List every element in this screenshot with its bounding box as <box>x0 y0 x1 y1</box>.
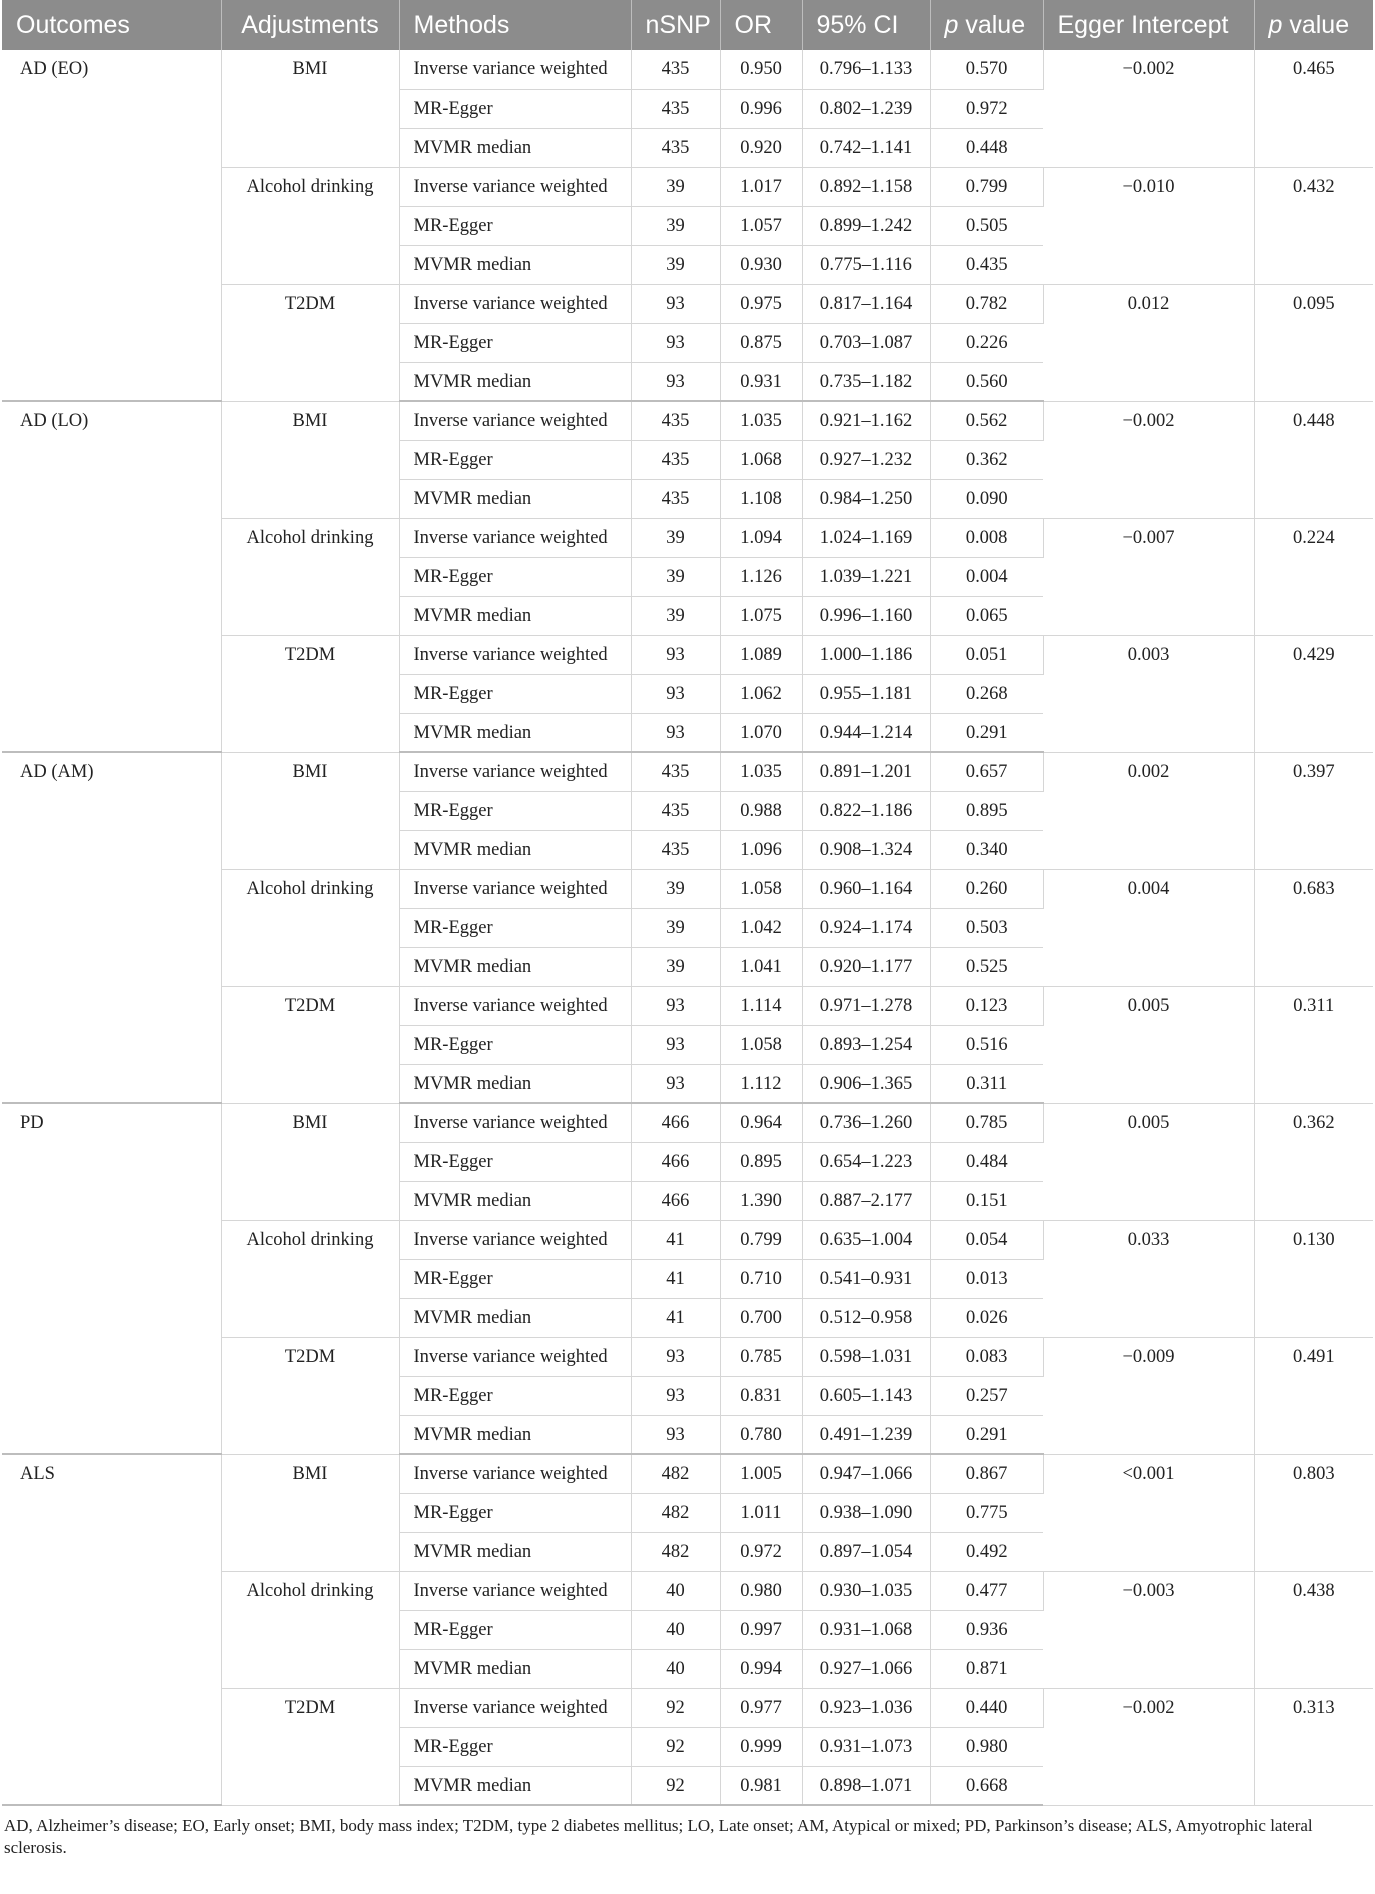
table-row <box>2 1454 1373 1493</box>
ci-cell: 0.512–0.958 <box>802 1298 930 1337</box>
ci-cell: 0.491–1.239 <box>802 1415 930 1454</box>
method-cell: MR-Egger <box>399 557 631 596</box>
ci-cell: 0.822–1.186 <box>802 791 930 830</box>
egger-intercept-cell: 0.005 <box>1043 1103 1254 1220</box>
method-cell: Inverse variance weighted <box>399 518 631 557</box>
p-value-cell: 0.503 <box>930 908 1043 947</box>
method-cell: Inverse variance weighted <box>399 50 631 89</box>
ci-cell: 0.654–1.223 <box>802 1142 930 1181</box>
ci-cell: 0.891–1.201 <box>802 752 930 791</box>
or-cell: 1.390 <box>720 1181 802 1220</box>
or-cell: 0.785 <box>720 1337 802 1376</box>
or-cell: 0.997 <box>720 1610 802 1649</box>
nsnp-cell: 93 <box>631 1025 720 1064</box>
adjustment-cell: T2DM <box>221 284 399 401</box>
or-cell: 0.964 <box>720 1103 802 1142</box>
p-value-cell: 0.291 <box>930 713 1043 752</box>
p-value-cell: 0.782 <box>930 284 1043 323</box>
or-cell: 1.094 <box>720 518 802 557</box>
nsnp-cell: 93 <box>631 284 720 323</box>
adjustment-cell: Alcohol drinking <box>221 518 399 635</box>
or-cell: 1.062 <box>720 674 802 713</box>
nsnp-cell: 41 <box>631 1220 720 1259</box>
outcome-cell: PD <box>2 1103 221 1454</box>
p-value-cell: 0.516 <box>930 1025 1043 1064</box>
p-value-cell: 0.505 <box>930 206 1043 245</box>
or-cell: 1.041 <box>720 947 802 986</box>
or-cell: 0.996 <box>720 89 802 128</box>
method-cell: Inverse variance weighted <box>399 1454 631 1493</box>
p-value-cell: 0.657 <box>930 752 1043 791</box>
ci-cell: 0.924–1.174 <box>802 908 930 947</box>
or-cell: 1.112 <box>720 1064 802 1103</box>
ci-cell: 0.923–1.036 <box>802 1688 930 1727</box>
or-cell: 0.831 <box>720 1376 802 1415</box>
or-cell: 0.780 <box>720 1415 802 1454</box>
ci-cell: 0.908–1.324 <box>802 830 930 869</box>
p-value-cell: 0.492 <box>930 1532 1043 1571</box>
ci-cell: 0.944–1.214 <box>802 713 930 752</box>
nsnp-cell: 92 <box>631 1688 720 1727</box>
table-body <box>2 50 1373 1805</box>
or-cell: 1.114 <box>720 986 802 1025</box>
p-value-cell: 0.311 <box>930 1064 1043 1103</box>
nsnp-cell: 39 <box>631 518 720 557</box>
adjustment-cell: T2DM <box>221 1337 399 1454</box>
p-value-cell: 0.867 <box>930 1454 1043 1493</box>
nsnp-cell: 435 <box>631 89 720 128</box>
or-cell: 1.075 <box>720 596 802 635</box>
or-cell: 1.070 <box>720 713 802 752</box>
or-cell: 1.042 <box>720 908 802 947</box>
nsnp-cell: 41 <box>631 1259 720 1298</box>
method-cell: MR-Egger <box>399 791 631 830</box>
method-cell: MVMR median <box>399 128 631 167</box>
or-cell: 1.057 <box>720 206 802 245</box>
ci-cell: 0.971–1.278 <box>802 986 930 1025</box>
nsnp-cell: 93 <box>631 1337 720 1376</box>
method-cell: MVMR median <box>399 947 631 986</box>
method-cell: MVMR median <box>399 1766 631 1805</box>
ci-cell: 0.927–1.066 <box>802 1649 930 1688</box>
header-nsnp: nSNP <box>631 0 720 50</box>
outcome-cell: AD (LO) <box>2 401 221 752</box>
nsnp-cell: 92 <box>631 1727 720 1766</box>
p-value-cell: 0.570 <box>930 50 1043 89</box>
egger-p-value-cell: 0.313 <box>1254 1688 1373 1805</box>
nsnp-cell: 466 <box>631 1142 720 1181</box>
method-cell: Inverse variance weighted <box>399 986 631 1025</box>
egger-p-value-cell: 0.224 <box>1254 518 1373 635</box>
or-cell: 1.089 <box>720 635 802 674</box>
adjustment-cell: T2DM <box>221 986 399 1103</box>
method-cell: MVMR median <box>399 830 631 869</box>
p-value-cell: 0.008 <box>930 518 1043 557</box>
nsnp-cell: 93 <box>631 1064 720 1103</box>
nsnp-cell: 435 <box>631 128 720 167</box>
p-value-cell: 0.051 <box>930 635 1043 674</box>
ci-cell: 0.736–1.260 <box>802 1103 930 1142</box>
ci-cell: 0.938–1.090 <box>802 1493 930 1532</box>
nsnp-cell: 39 <box>631 557 720 596</box>
nsnp-cell: 41 <box>631 1298 720 1337</box>
adjustment-cell: Alcohol drinking <box>221 1571 399 1688</box>
egger-intercept-cell: 0.005 <box>1043 986 1254 1103</box>
or-cell: 0.988 <box>720 791 802 830</box>
ci-cell: 1.039–1.221 <box>802 557 930 596</box>
nsnp-cell: 482 <box>631 1454 720 1493</box>
table-row <box>2 1103 1373 1142</box>
method-cell: MR-Egger <box>399 1727 631 1766</box>
ci-cell: 0.984–1.250 <box>802 479 930 518</box>
egger-intercept-cell: 0.004 <box>1043 869 1254 986</box>
nsnp-cell: 466 <box>631 1181 720 1220</box>
method-cell: Inverse variance weighted <box>399 1220 631 1259</box>
method-cell: MR-Egger <box>399 1025 631 1064</box>
egger-p-value-cell: 0.803 <box>1254 1454 1373 1571</box>
method-cell: MVMR median <box>399 713 631 752</box>
nsnp-cell: 39 <box>631 596 720 635</box>
or-cell: 1.017 <box>720 167 802 206</box>
egger-intercept-cell: 0.033 <box>1043 1220 1254 1337</box>
adjustment-cell: T2DM <box>221 635 399 752</box>
method-cell: Inverse variance weighted <box>399 869 631 908</box>
egger-p-value-cell: 0.491 <box>1254 1337 1373 1454</box>
ci-cell: 0.927–1.232 <box>802 440 930 479</box>
nsnp-cell: 39 <box>631 947 720 986</box>
or-cell: 1.068 <box>720 440 802 479</box>
method-cell: MR-Egger <box>399 1610 631 1649</box>
egger-p-value-cell: 0.095 <box>1254 284 1373 401</box>
method-cell: MVMR median <box>399 596 631 635</box>
or-cell: 0.981 <box>720 1766 802 1805</box>
p-value-cell: 0.340 <box>930 830 1043 869</box>
p-value-cell: 0.484 <box>930 1142 1043 1181</box>
egger-p-value-cell: 0.362 <box>1254 1103 1373 1220</box>
p-value-cell: 0.980 <box>930 1727 1043 1766</box>
egger-p-value-cell: 0.130 <box>1254 1220 1373 1337</box>
ci-cell: 0.802–1.239 <box>802 89 930 128</box>
egger-intercept-cell: −0.009 <box>1043 1337 1254 1454</box>
ci-cell: 0.817–1.164 <box>802 284 930 323</box>
ci-cell: 0.960–1.164 <box>802 869 930 908</box>
egger-p-value-cell: 0.311 <box>1254 986 1373 1103</box>
egger-intercept-cell: −0.003 <box>1043 1571 1254 1688</box>
table-footnote: AD, Alzheimer’s disease; EO, Early onset; BMI, body mass index; T2DM, type 2 diabetes mellitus; LO, Late onset; AM, Atypical or mixed; PD, Parkinson’s disease; ALS, Amyotrophic lateral sclerosis. <box>4 1816 1313 1857</box>
adjustment-cell: Alcohol drinking <box>221 869 399 986</box>
method-cell: MR-Egger <box>399 908 631 947</box>
egger-intercept-cell: −0.007 <box>1043 518 1254 635</box>
nsnp-cell: 93 <box>631 1415 720 1454</box>
method-cell: Inverse variance weighted <box>399 284 631 323</box>
nsnp-cell: 482 <box>631 1532 720 1571</box>
or-cell: 1.126 <box>720 557 802 596</box>
or-cell: 1.096 <box>720 830 802 869</box>
ci-cell: 0.735–1.182 <box>802 362 930 401</box>
ci-cell: 0.598–1.031 <box>802 1337 930 1376</box>
egger-p-value-cell: 0.429 <box>1254 635 1373 752</box>
ci-cell: 0.897–1.054 <box>802 1532 930 1571</box>
or-cell: 0.994 <box>720 1649 802 1688</box>
nsnp-cell: 466 <box>631 1103 720 1142</box>
or-cell: 0.977 <box>720 1688 802 1727</box>
ci-cell: 1.000–1.186 <box>802 635 930 674</box>
or-cell: 1.005 <box>720 1454 802 1493</box>
nsnp-cell: 93 <box>631 713 720 752</box>
adjustment-cell: Alcohol drinking <box>221 1220 399 1337</box>
nsnp-cell: 435 <box>631 479 720 518</box>
adjustment-cell: BMI <box>221 752 399 869</box>
nsnp-cell: 39 <box>631 167 720 206</box>
method-cell: MR-Egger <box>399 1142 631 1181</box>
p-value-cell: 0.448 <box>930 128 1043 167</box>
header-p-value: p value <box>930 0 1043 50</box>
egger-intercept-cell: −0.002 <box>1043 50 1254 167</box>
method-cell: Inverse variance weighted <box>399 1337 631 1376</box>
nsnp-cell: 93 <box>631 674 720 713</box>
ci-cell: 0.931–1.073 <box>802 1727 930 1766</box>
adjustment-cell: BMI <box>221 401 399 518</box>
p-value-cell: 0.560 <box>930 362 1043 401</box>
egger-intercept-cell: 0.012 <box>1043 284 1254 401</box>
p-value-cell: 0.083 <box>930 1337 1043 1376</box>
nsnp-cell: 435 <box>631 752 720 791</box>
method-cell: Inverse variance weighted <box>399 167 631 206</box>
egger-p-value-cell: 0.683 <box>1254 869 1373 986</box>
method-cell: MR-Egger <box>399 440 631 479</box>
method-cell: MVMR median <box>399 1415 631 1454</box>
nsnp-cell: 482 <box>631 1493 720 1532</box>
ci-cell: 0.775–1.116 <box>802 245 930 284</box>
nsnp-cell: 39 <box>631 869 720 908</box>
ci-cell: 0.906–1.365 <box>802 1064 930 1103</box>
p-value-cell: 0.936 <box>930 1610 1043 1649</box>
method-cell: Inverse variance weighted <box>399 752 631 791</box>
ci-cell: 0.955–1.181 <box>802 674 930 713</box>
or-cell: 0.895 <box>720 1142 802 1181</box>
nsnp-cell: 40 <box>631 1571 720 1610</box>
p-value-cell: 0.562 <box>930 401 1043 440</box>
p-value-cell: 0.799 <box>930 167 1043 206</box>
header-methods: Methods <box>399 0 631 50</box>
method-cell: MR-Egger <box>399 1376 631 1415</box>
egger-intercept-cell: −0.002 <box>1043 1688 1254 1805</box>
method-cell: MR-Egger <box>399 674 631 713</box>
egger-intercept-cell: <0.001 <box>1043 1454 1254 1571</box>
p-value-cell: 0.065 <box>930 596 1043 635</box>
nsnp-cell: 93 <box>631 986 720 1025</box>
outcome-cell: AD (EO) <box>2 50 221 401</box>
method-cell: MR-Egger <box>399 206 631 245</box>
table-row <box>2 401 1373 440</box>
p-value-cell: 0.435 <box>930 245 1043 284</box>
method-cell: MR-Egger <box>399 89 631 128</box>
egger-intercept-cell: 0.003 <box>1043 635 1254 752</box>
ci-cell: 0.920–1.177 <box>802 947 930 986</box>
table-header <box>2 0 1373 50</box>
egger-intercept-cell: −0.010 <box>1043 167 1254 284</box>
method-cell: MR-Egger <box>399 1493 631 1532</box>
or-cell: 0.931 <box>720 362 802 401</box>
nsnp-cell: 435 <box>631 791 720 830</box>
nsnp-cell: 93 <box>631 1376 720 1415</box>
nsnp-cell: 92 <box>631 1766 720 1805</box>
p-value-cell: 0.151 <box>930 1181 1043 1220</box>
ci-cell: 0.887–2.177 <box>802 1181 930 1220</box>
ci-cell: 0.921–1.162 <box>802 401 930 440</box>
nsnp-cell: 435 <box>631 440 720 479</box>
or-cell: 0.710 <box>720 1259 802 1298</box>
p-value-cell: 0.013 <box>930 1259 1043 1298</box>
header-outcomes: Outcomes <box>2 0 221 50</box>
or-cell: 1.035 <box>720 401 802 440</box>
p-value-cell: 0.668 <box>930 1766 1043 1805</box>
header-ci: 95% CI <box>802 0 930 50</box>
or-cell: 1.058 <box>720 869 802 908</box>
ci-cell: 0.742–1.141 <box>802 128 930 167</box>
or-cell: 0.700 <box>720 1298 802 1337</box>
method-cell: MVMR median <box>399 362 631 401</box>
ci-cell: 0.635–1.004 <box>802 1220 930 1259</box>
method-cell: MVMR median <box>399 479 631 518</box>
p-value-cell: 0.260 <box>930 869 1043 908</box>
method-cell: Inverse variance weighted <box>399 401 631 440</box>
p-value-cell: 0.123 <box>930 986 1043 1025</box>
ci-cell: 0.898–1.071 <box>802 1766 930 1805</box>
ci-cell: 0.899–1.242 <box>802 206 930 245</box>
nsnp-cell: 93 <box>631 323 720 362</box>
ci-cell: 0.931–1.068 <box>802 1610 930 1649</box>
table-row <box>2 752 1373 791</box>
table-row <box>2 50 1373 89</box>
p-value-cell: 0.362 <box>930 440 1043 479</box>
outcome-cell: AD (AM) <box>2 752 221 1103</box>
nsnp-cell: 93 <box>631 362 720 401</box>
or-cell: 0.799 <box>720 1220 802 1259</box>
ci-cell: 0.947–1.066 <box>802 1454 930 1493</box>
p-value-cell: 0.257 <box>930 1376 1043 1415</box>
results-table <box>2 0 1373 1806</box>
outcome-cell: ALS <box>2 1454 221 1805</box>
or-cell: 1.035 <box>720 752 802 791</box>
or-cell: 0.875 <box>720 323 802 362</box>
p-value-cell: 0.004 <box>930 557 1043 596</box>
method-cell: MR-Egger <box>399 323 631 362</box>
ci-cell: 0.996–1.160 <box>802 596 930 635</box>
ci-cell: 0.541–0.931 <box>802 1259 930 1298</box>
ci-cell: 0.930–1.035 <box>802 1571 930 1610</box>
p-value-cell: 0.054 <box>930 1220 1043 1259</box>
method-cell: MVMR median <box>399 245 631 284</box>
p-value-cell: 0.477 <box>930 1571 1043 1610</box>
egger-p-value-cell: 0.438 <box>1254 1571 1373 1688</box>
method-cell: MVMR median <box>399 1649 631 1688</box>
p-value-cell: 0.775 <box>930 1493 1043 1532</box>
p-value-cell: 0.895 <box>930 791 1043 830</box>
header-adjustments: Adjustments <box>221 0 399 50</box>
or-cell: 0.950 <box>720 50 802 89</box>
egger-p-value-cell: 0.397 <box>1254 752 1373 869</box>
method-cell: Inverse variance weighted <box>399 1103 631 1142</box>
nsnp-cell: 435 <box>631 50 720 89</box>
ci-cell: 0.605–1.143 <box>802 1376 930 1415</box>
or-cell: 1.108 <box>720 479 802 518</box>
method-cell: Inverse variance weighted <box>399 635 631 674</box>
or-cell: 0.972 <box>720 1532 802 1571</box>
nsnp-cell: 40 <box>631 1649 720 1688</box>
method-cell: Inverse variance weighted <box>399 1571 631 1610</box>
ci-cell: 0.892–1.158 <box>802 167 930 206</box>
method-cell: Inverse variance weighted <box>399 1688 631 1727</box>
p-value-cell: 0.785 <box>930 1103 1043 1142</box>
method-cell: MVMR median <box>399 1298 631 1337</box>
egger-intercept-cell: −0.002 <box>1043 401 1254 518</box>
p-value-cell: 0.026 <box>930 1298 1043 1337</box>
ci-cell: 1.024–1.169 <box>802 518 930 557</box>
or-cell: 1.011 <box>720 1493 802 1532</box>
p-value-cell: 0.525 <box>930 947 1043 986</box>
ci-cell: 0.893–1.254 <box>802 1025 930 1064</box>
adjustment-cell: Alcohol drinking <box>221 167 399 284</box>
or-cell: 0.920 <box>720 128 802 167</box>
p-value-cell: 0.291 <box>930 1415 1043 1454</box>
method-cell: MR-Egger <box>399 1259 631 1298</box>
method-cell: MVMR median <box>399 1532 631 1571</box>
method-cell: MVMR median <box>399 1064 631 1103</box>
p-value-cell: 0.268 <box>930 674 1043 713</box>
egger-p-value-cell: 0.465 <box>1254 50 1373 167</box>
p-value-cell: 0.226 <box>930 323 1043 362</box>
egger-p-value-cell: 0.432 <box>1254 167 1373 284</box>
ci-cell: 0.796–1.133 <box>802 50 930 89</box>
header-egger-p-value: p value <box>1254 0 1373 50</box>
nsnp-cell: 40 <box>631 1610 720 1649</box>
nsnp-cell: 39 <box>631 908 720 947</box>
p-value-cell: 0.972 <box>930 89 1043 128</box>
header-or: OR <box>720 0 802 50</box>
or-cell: 0.930 <box>720 245 802 284</box>
egger-p-value-cell: 0.448 <box>1254 401 1373 518</box>
nsnp-cell: 39 <box>631 245 720 284</box>
egger-intercept-cell: 0.002 <box>1043 752 1254 869</box>
or-cell: 0.975 <box>720 284 802 323</box>
p-value-cell: 0.871 <box>930 1649 1043 1688</box>
or-cell: 1.058 <box>720 1025 802 1064</box>
or-cell: 0.980 <box>720 1571 802 1610</box>
p-value-cell: 0.090 <box>930 479 1043 518</box>
or-cell: 0.999 <box>720 1727 802 1766</box>
nsnp-cell: 435 <box>631 401 720 440</box>
adjustment-cell: BMI <box>221 50 399 167</box>
ci-cell: 0.703–1.087 <box>802 323 930 362</box>
nsnp-cell: 435 <box>631 830 720 869</box>
adjustment-cell: BMI <box>221 1103 399 1220</box>
p-value-cell: 0.440 <box>930 1688 1043 1727</box>
nsnp-cell: 39 <box>631 206 720 245</box>
adjustment-cell: T2DM <box>221 1688 399 1805</box>
nsnp-cell: 93 <box>631 635 720 674</box>
adjustment-cell: BMI <box>221 1454 399 1571</box>
header-egger-intercept: Egger Intercept <box>1043 0 1254 50</box>
method-cell: MVMR median <box>399 1181 631 1220</box>
